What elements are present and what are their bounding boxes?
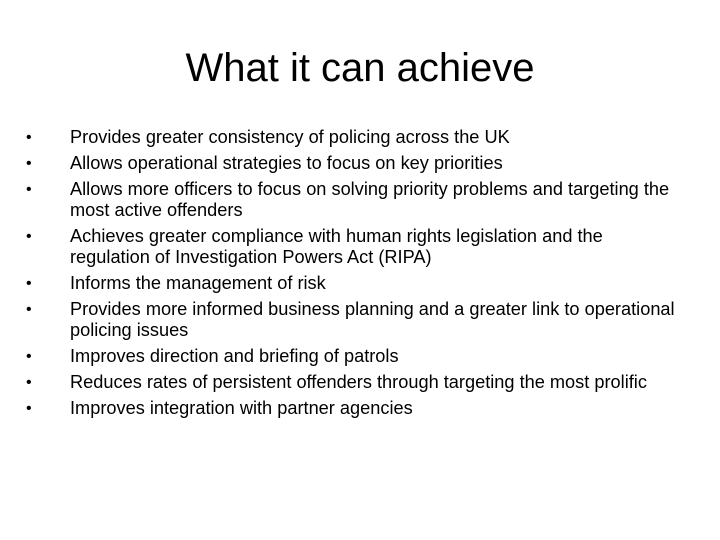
list-item xyxy=(26,398,686,419)
bullet-icon: • xyxy=(26,155,32,172)
list-item xyxy=(26,127,686,148)
bullet-icon: • xyxy=(26,348,32,365)
bullet-icon: • xyxy=(26,275,32,292)
bullet-icon: • xyxy=(26,181,32,198)
bullet-text: Improves integration with partner agencies xyxy=(70,398,413,418)
slide-title: What it can achieve xyxy=(185,46,535,90)
bullet-text: Achieves greater compliance with human rights legislation and the regulation of Investigation Powers Act (RIPA) xyxy=(70,226,603,267)
bullet-icon: • xyxy=(26,129,32,146)
bullet-icon: • xyxy=(26,374,32,391)
bullet-text: Provides greater consistency of policing across the UK xyxy=(70,127,510,147)
bullet-text: Provides more informed business planning and a greater link to operational policing issues xyxy=(70,299,675,340)
list-item xyxy=(26,346,686,367)
bullet-text: Reduces rates of persistent offenders through targeting the most prolific xyxy=(70,372,647,392)
list-item xyxy=(26,226,686,268)
bullet-list xyxy=(26,127,686,424)
bullet-text: Allows operational strategies to focus on key priorities xyxy=(70,153,503,173)
list-item xyxy=(26,153,686,174)
bullet-text: Improves direction and briefing of patrols xyxy=(70,346,399,366)
bullet-text: Informs the management of risk xyxy=(70,273,326,293)
bullet-icon: • xyxy=(26,301,32,318)
bullet-icon: • xyxy=(26,228,32,245)
list-item xyxy=(26,179,686,221)
list-item xyxy=(26,372,686,393)
bullet-icon: • xyxy=(26,400,32,417)
list-item xyxy=(26,273,686,294)
bullet-text: Allows more officers to focus on solving priority problems and targeting the most active offenders xyxy=(70,179,670,220)
list-item xyxy=(26,299,686,341)
